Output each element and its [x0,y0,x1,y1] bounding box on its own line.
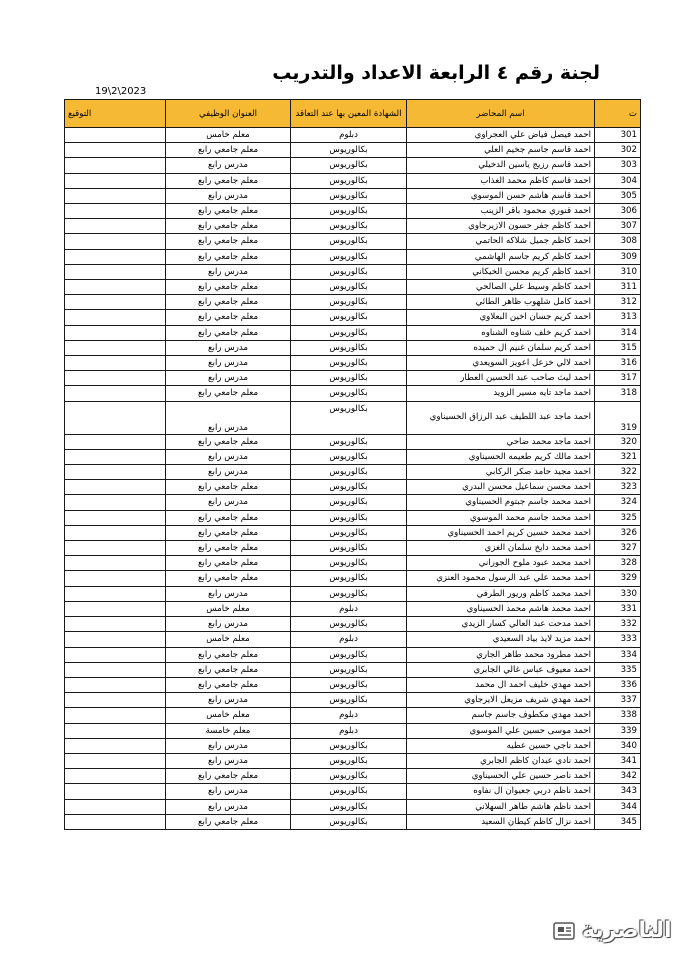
column-header-number: ت [595,100,641,128]
signature-cell [65,510,166,525]
table-row [65,219,641,234]
signature-cell [65,449,166,464]
degree-cell: بكالوريوس [291,784,407,799]
lecturer-name: احمد محمد عبود ملوح الجوراني [407,556,595,571]
table-row [65,234,641,249]
job-title-cell: معلم جامعي رابع [166,249,291,264]
degree-cell: بكالوريوس [291,219,407,234]
row-number: 338 [595,708,641,723]
table-row [65,128,641,143]
degree-cell: بكالوريوس [291,586,407,601]
degree-cell: بكالوريوس [291,449,407,464]
row-number: 307 [595,219,641,234]
job-title-cell: مدرس رابع [166,401,291,434]
lecturer-name: احمد كريم جسان اخين البعلاوي [407,310,595,325]
lecturer-name: احمد كريم خلف شناوه الشناوه [407,325,595,340]
page-title: لجنة رقم ٤ الرابعة الاعداد والتدريب [272,62,600,84]
lecturer-name: احمد مدحت عبد العالي كسار الزيدي [407,617,595,632]
degree-cell: بكالوريوس [291,280,407,295]
job-title-cell: معلم خامس [166,708,291,723]
job-title-cell: مدرس رابع [166,799,291,814]
table-row [65,371,641,386]
table-row [65,495,641,510]
table-row [65,280,641,295]
table-row [65,143,641,158]
degree-cell: بكالوريوس [291,556,407,571]
table-row [65,738,641,753]
job-title-cell: مدرس رابع [166,340,291,355]
lecturer-name: احمد قاسم هاشم حسن الموسوي [407,188,595,203]
lecturer-name: احمد كامل شلهوب ظاهر الطائي [407,295,595,310]
lecturer-name: احمد كاظم وسيط علي الصالحي [407,280,595,295]
table-row [65,249,641,264]
job-title-cell: معلم جامعي رابع [166,143,291,158]
signature-cell [65,525,166,540]
row-number: 331 [595,601,641,616]
table-row [65,386,641,401]
degree-cell: بكالوريوس [291,234,407,249]
job-title-cell: معلم خامسة [166,723,291,738]
degree-cell: بكالوريوس [291,434,407,449]
column-header-name: اسم المحاضر [407,100,595,128]
signature-cell [65,128,166,143]
degree-cell: بكالوريوس [291,249,407,264]
lecturer-name: احمد محمد هاشم محمد الحسيناوي [407,601,595,616]
row-number: 342 [595,769,641,784]
row-number: 343 [595,784,641,799]
table-row [65,662,641,677]
column-header-job-title: العنوان الوظيفي [166,100,291,128]
degree-cell: بكالوريوس [291,814,407,829]
row-number: 302 [595,143,641,158]
signature-cell [65,249,166,264]
signature-cell [65,677,166,692]
table-row [65,753,641,768]
lecturer-name: احمد كاظم جفر حسون الازيرجاوي [407,219,595,234]
degree-cell: بكالوريوس [291,356,407,371]
degree-cell: بكالوريوس [291,310,407,325]
signature-cell [65,753,166,768]
job-title-cell: معلم جامعي رابع [166,662,291,677]
degree-cell: بكالوريوس [291,325,407,340]
row-number: 345 [595,814,641,829]
signature-cell [65,188,166,203]
lecturer-name: احمد ناظم دربي جعيوان ال نفاوه [407,784,595,799]
row-number: 323 [595,480,641,495]
job-title-cell: معلم جامعي رابع [166,480,291,495]
job-title-cell: معلم جامعي رابع [166,295,291,310]
table-body [65,128,641,830]
signature-cell [65,386,166,401]
table-row [65,401,641,434]
table-row [65,204,641,219]
degree-cell: بكالوريوس [291,799,407,814]
row-number: 305 [595,188,641,203]
degree-cell: بكالوريوس [291,371,407,386]
lecturer-name: احمد محسن سماعيل محسن البدري [407,480,595,495]
degree-cell: بكالوريوس [291,541,407,556]
lecturer-name: احمد مهدي مكطوف جاسم جاسم [407,708,595,723]
table-row [65,632,641,647]
signature-cell [65,632,166,647]
table-row [65,264,641,279]
row-number: 330 [595,586,641,601]
job-title-cell: مدرس رابع [166,586,291,601]
signature-cell [65,401,166,434]
job-title-cell: مدرس رابع [166,188,291,203]
table-row [65,310,641,325]
job-title-cell: معلم جامعي رابع [166,525,291,540]
signature-cell [65,738,166,753]
lecturer-name: احمد كريم سلمان غنيم ال حميده [407,340,595,355]
row-number: 344 [595,799,641,814]
table-row [65,693,641,708]
table-row [65,556,641,571]
table-row [65,510,641,525]
column-header-signature: التوقيع [65,100,166,128]
table-row [65,677,641,692]
table-row [65,617,641,632]
signature-cell [65,784,166,799]
row-number: 333 [595,632,641,647]
job-title-cell: معلم جامعي رابع [166,769,291,784]
table-row [65,571,641,586]
row-number: 301 [595,128,641,143]
degree-cell: بكالوريوس [291,525,407,540]
lecturer-name: احمد محمد دايخ سلمان الغزي [407,541,595,556]
lecturer-name: احمد مطرود محمد طاهر الجاري [407,647,595,662]
lecturer-name: احمد مهدي شريف مزيعل الايرجاوي [407,693,595,708]
lecturer-name: احمد نزال كاظم كيطان السعيد [407,814,595,829]
job-title-cell: مدرس رابع [166,356,291,371]
row-number: 321 [595,449,641,464]
job-title-cell: معلم جامعي رابع [166,541,291,556]
lecturer-name: احمد مزيد لايذ بياد السعيدي [407,632,595,647]
table-row [65,769,641,784]
job-title-cell: معلم جامعي رابع [166,173,291,188]
signature-cell [65,310,166,325]
degree-cell: دبلوم [291,708,407,723]
job-title-cell: مدرس رابع [166,784,291,799]
job-title-cell: مدرس رابع [166,158,291,173]
row-number: 336 [595,677,641,692]
job-title-cell: معلم جامعي رابع [166,647,291,662]
job-title-cell: معلم جامعي رابع [166,386,291,401]
lecturer-name: احمد موسى حسين علي الموسوي [407,723,595,738]
lecturer-name: احمد محمد كاظم وريور الطرفي [407,586,595,601]
job-title-cell: مدرس رابع [166,738,291,753]
signature-cell [65,647,166,662]
signature-cell [65,295,166,310]
degree-cell: بكالوريوس [291,401,407,434]
lecturer-name: احمد محمد جاسم محمد الموسوي [407,510,595,525]
table-row [65,158,641,173]
lecturer-name: احمد قنوري محمود باقر الزينب [407,204,595,219]
row-number: 337 [595,693,641,708]
table-row [65,449,641,464]
degree-cell: بكالوريوس [291,188,407,203]
lecturer-name: احمد ناجي حسين عطيه [407,738,595,753]
row-number: 335 [595,662,641,677]
signature-cell [65,204,166,219]
signature-cell [65,340,166,355]
degree-cell: بكالوريوس [291,295,407,310]
row-number: 315 [595,340,641,355]
lecturer-name: احمد مهدي خليف احمد ال محمد [407,677,595,692]
lecturer-name: احمد محمد علي عبد الرسول محمود العنزي [407,571,595,586]
table-row [65,723,641,738]
row-number: 318 [595,386,641,401]
table-row [65,541,641,556]
lecturer-name: احمد كاظم جميل شلاكه الحاتمي [407,234,595,249]
signature-cell [65,143,166,158]
row-number: 311 [595,280,641,295]
degree-cell: بكالوريوس [291,738,407,753]
lecturer-name: احمد محمد حسين كريم احمد الحسيناوي [407,525,595,540]
signature-cell [65,434,166,449]
table-row [65,784,641,799]
degree-cell: دبلوم [291,632,407,647]
row-number: 322 [595,465,641,480]
row-number: 332 [595,617,641,632]
row-number: 341 [595,753,641,768]
signature-cell [65,158,166,173]
degree-cell: بكالوريوس [291,571,407,586]
job-title-cell: مدرس رابع [166,465,291,480]
table-row [65,295,641,310]
logo-text: الناصرية [582,918,672,943]
job-title-cell: معلم جامعي رابع [166,571,291,586]
degree-cell: بكالوريوس [291,495,407,510]
row-number: 340 [595,738,641,753]
row-number: 320 [595,434,641,449]
teachers-table [64,99,641,830]
job-title-cell: مدرس رابع [166,264,291,279]
table-row [65,525,641,540]
signature-cell [65,480,166,495]
signature-cell [65,173,166,188]
signature-cell [65,234,166,249]
degree-cell: بكالوريوس [291,647,407,662]
lecturer-name: احمد محمد جاسم جبتوم الحسيناوي [407,495,595,510]
lecturer-name: احمد قاسم جاسم جخيم العلي [407,143,595,158]
row-number: 306 [595,204,641,219]
job-title-cell: معلم جامعي رابع [166,814,291,829]
degree-cell: بكالوريوس [291,264,407,279]
row-number: 308 [595,234,641,249]
lecturer-name: احمد كاظم كريم محسن الخيكاني [407,264,595,279]
degree-cell: بكالوريوس [291,693,407,708]
row-number: 314 [595,325,641,340]
job-title-cell: معلم جامعي رابع [166,510,291,525]
table-row [65,434,641,449]
lecturer-name: احمد لالي خزعل اعويز السويعدي [407,356,595,371]
lecturer-name: احمد ماجد عبد اللطيف عبد الرزاق الحسيناوي [407,401,595,434]
signature-cell [65,814,166,829]
table-row [65,799,641,814]
row-number: 328 [595,556,641,571]
row-number: 325 [595,510,641,525]
job-title-cell: معلم جامعي رابع [166,219,291,234]
row-number: 317 [595,371,641,386]
row-number: 327 [595,541,641,556]
signature-cell [65,465,166,480]
signature-cell [65,617,166,632]
lecturer-name: احمد قاسم رزيج ياسين الدخيلي [407,158,595,173]
job-title-cell: معلم جامعي رابع [166,434,291,449]
row-number: 339 [595,723,641,738]
signature-cell [65,280,166,295]
job-title-cell: مدرس رابع [166,617,291,632]
document-date: 19\2\2023 [95,86,147,97]
job-title-cell: معلم خامس [166,128,291,143]
signature-cell [65,264,166,279]
lecturer-name: احمد معيوف عباس غالي الجابري [407,662,595,677]
degree-cell: بكالوريوس [291,677,407,692]
signature-cell [65,556,166,571]
job-title-cell: معلم جامعي رابع [166,204,291,219]
degree-cell: بكالوريوس [291,204,407,219]
job-title-cell: معلم خامس [166,632,291,647]
job-title-cell: معلم جامعي رابع [166,325,291,340]
degree-cell: دبلوم [291,601,407,616]
lecturer-name: احمد ناصر حسين علي الحسيناوي [407,769,595,784]
row-number: 313 [595,310,641,325]
degree-cell: بكالوريوس [291,480,407,495]
table-row [65,173,641,188]
signature-cell [65,708,166,723]
lecturer-name: احمد ماجد تايه مسير الزويد [407,386,595,401]
row-number: 316 [595,356,641,371]
row-number: 319 [595,401,641,434]
table-row [65,188,641,203]
job-title-cell: مدرس رابع [166,371,291,386]
row-number: 304 [595,173,641,188]
degree-cell: بكالوريوس [291,340,407,355]
job-title-cell: مدرس رابع [166,693,291,708]
row-number: 312 [595,295,641,310]
table-row [65,325,641,340]
row-number: 324 [595,495,641,510]
row-number: 303 [595,158,641,173]
lecturer-name: احمد ليث صاحب عبد الحسين العطار [407,371,595,386]
signature-cell [65,662,166,677]
lecturer-name: احمد ماجد محمد ضاحي [407,434,595,449]
job-title-cell: معلم جامعي رابع [166,280,291,295]
lecturer-name: احمد نادي عبدان كاظم الجابري [407,753,595,768]
table-row [65,340,641,355]
job-title-cell: معلم جامعي رابع [166,310,291,325]
degree-cell: بكالوريوس [291,465,407,480]
signature-cell [65,571,166,586]
table-row [65,814,641,829]
table-row [65,465,641,480]
signature-cell [65,601,166,616]
table-row [65,356,641,371]
table-header-row [65,100,641,128]
job-title-cell: معلم جامعي رابع [166,677,291,692]
signature-cell [65,586,166,601]
degree-cell: دبلوم [291,128,407,143]
signature-cell [65,769,166,784]
job-title-cell: معلم جامعي رابع [166,556,291,571]
job-title-cell: مدرس رابع [166,753,291,768]
job-title-cell: مدرس رابع [166,449,291,464]
lecturer-name: احمد فيصل فياض علي العجراوي [407,128,595,143]
job-title-cell: مدرس رابع [166,495,291,510]
lecturer-name: احمد ناظم هاشم طاهر السهلاني [407,799,595,814]
signature-cell [65,495,166,510]
degree-cell: بكالوريوس [291,753,407,768]
column-header-degree: الشهادة المعين بها عند التعاقد [291,100,407,128]
signature-cell [65,219,166,234]
row-number: 326 [595,525,641,540]
signature-cell [65,325,166,340]
degree-cell: بكالوريوس [291,662,407,677]
degree-cell: بكالوريوس [291,143,407,158]
row-number: 334 [595,647,641,662]
row-number: 309 [595,249,641,264]
job-title-cell: معلم خامس [166,601,291,616]
signature-cell [65,799,166,814]
table-row [65,708,641,723]
degree-cell: بكالوريوس [291,173,407,188]
table-row [65,586,641,601]
lecturer-name: احمد قاسم كاظم محمد الغذاب [407,173,595,188]
degree-cell: بكالوريوس [291,386,407,401]
watermark-logo [552,918,672,943]
lecturer-name: احمد مجيد حامد صكر الركابي [407,465,595,480]
signature-cell [65,723,166,738]
degree-cell: بكالوريوس [291,158,407,173]
degree-cell: بكالوريوس [291,617,407,632]
newspaper-logo-icon [552,920,578,942]
degree-cell: بكالوريوس [291,769,407,784]
signature-cell [65,371,166,386]
row-number: 329 [595,571,641,586]
table-row [65,601,641,616]
signature-cell [65,356,166,371]
degree-cell: دبلوم [291,723,407,738]
signature-cell [65,541,166,556]
lecturer-name: احمد كاظم كريم جاسم الهاشمي [407,249,595,264]
table-row [65,480,641,495]
row-number: 310 [595,264,641,279]
degree-cell: بكالوريوس [291,510,407,525]
lecturer-name: احمد مالك كريم طعيمه الحسيناوي [407,449,595,464]
table-row [65,647,641,662]
signature-cell [65,693,166,708]
job-title-cell: معلم جامعي رابع [166,234,291,249]
